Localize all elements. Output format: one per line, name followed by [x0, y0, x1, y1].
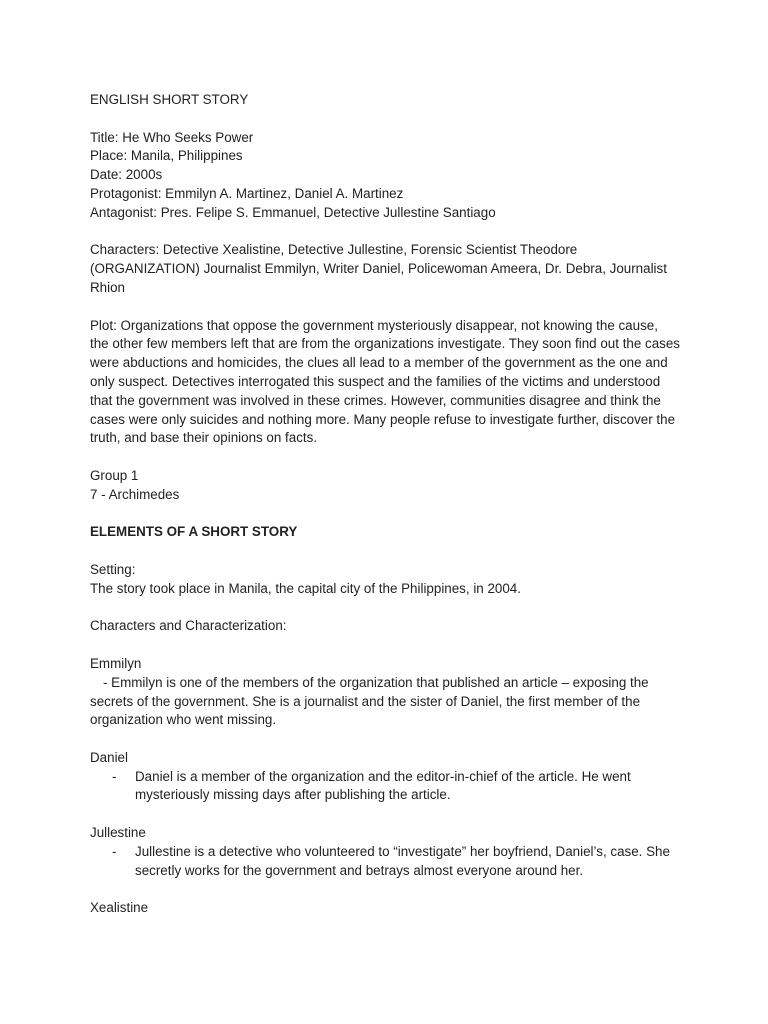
- group-section: 7 - Archimedes: [90, 486, 180, 502]
- character-emmilyn: [90, 655, 680, 730]
- story-date: Date: 2000s: [90, 167, 163, 183]
- character-name: Daniel: [90, 749, 128, 765]
- setting-label: Setting:: [90, 561, 136, 577]
- group-info: [90, 467, 680, 505]
- characters-list: Characters: Detective Xealistine, Detective Jullestine, Forensic Scientist Theodore (ORGANIZATION) Journalist Emmilyn, Writer Daniel, Policewoman Ameera, Dr. Debra, Journalist Rhion: [90, 242, 667, 295]
- character-description: Daniel is a member of the organization and the editor-in-chief of the article. He went mysteriously missing days after publishing the article.: [135, 768, 631, 803]
- character-description: Jullestine is a detective who volunteered to “investigate” her boyfriend, Daniel’s, case. She secretly works for the government and betrays almost everyone around her.: [135, 843, 670, 878]
- story-antagonist: Antagonist: Pres. Felipe S. Emmanuel, Detective Jullestine Santiago: [90, 204, 496, 220]
- character-jullestine: [90, 824, 680, 880]
- story-protagonist: Protagonist: Emmilyn A. Martinez, Daniel A. Martinez: [90, 185, 404, 201]
- list-dash: -: [112, 768, 117, 784]
- character-daniel: [90, 749, 680, 805]
- story-info: [90, 129, 680, 223]
- list-item: [90, 843, 680, 881]
- story-title: Title: He Who Seeks Power: [90, 129, 254, 145]
- plot-paragraph: Plot: Organizations that oppose the government mysteriously disappear, not knowing the cause, the other few members left that are from the organizations investigate. They soon find out the cases were abductions and homicides, the clues all lead to a member of the government as the one and only suspect. Detectives interrogated this suspect and the families of the victims and understood that the government was involved in these crimes. However, communities disagree and think the cases were only suicides and nothing more. Many people refuse to investigate further, discover the truth, and base their opinions on facts.: [90, 317, 681, 446]
- character-name: Xealistine: [90, 900, 149, 916]
- group-name: Group 1: [90, 467, 139, 483]
- setting-text: The story took place in Manila, the capital city of the Philippines, in 2004.: [90, 580, 521, 596]
- elements-heading: ELEMENTS OF A SHORT STORY: [90, 524, 298, 540]
- document-page: [90, 91, 680, 918]
- setting-section: [90, 561, 680, 599]
- list-item: [90, 768, 680, 806]
- character-description: - Emmilyn is one of the members of the organization that published an article – exposing the secrets of the government. She is a journalist and the sister of Daniel, the first member of the organization who went missing.: [90, 674, 649, 728]
- characters-heading: Characters and Characterization:: [90, 618, 287, 634]
- document-header: ENGLISH SHORT STORY: [90, 92, 249, 107]
- character-name: Emmilyn: [90, 655, 142, 671]
- story-place: Place: Manila, Philippines: [90, 148, 243, 164]
- character-name: Jullestine: [90, 825, 146, 841]
- list-dash: -: [112, 843, 117, 859]
- character-xealistine: [90, 899, 680, 918]
